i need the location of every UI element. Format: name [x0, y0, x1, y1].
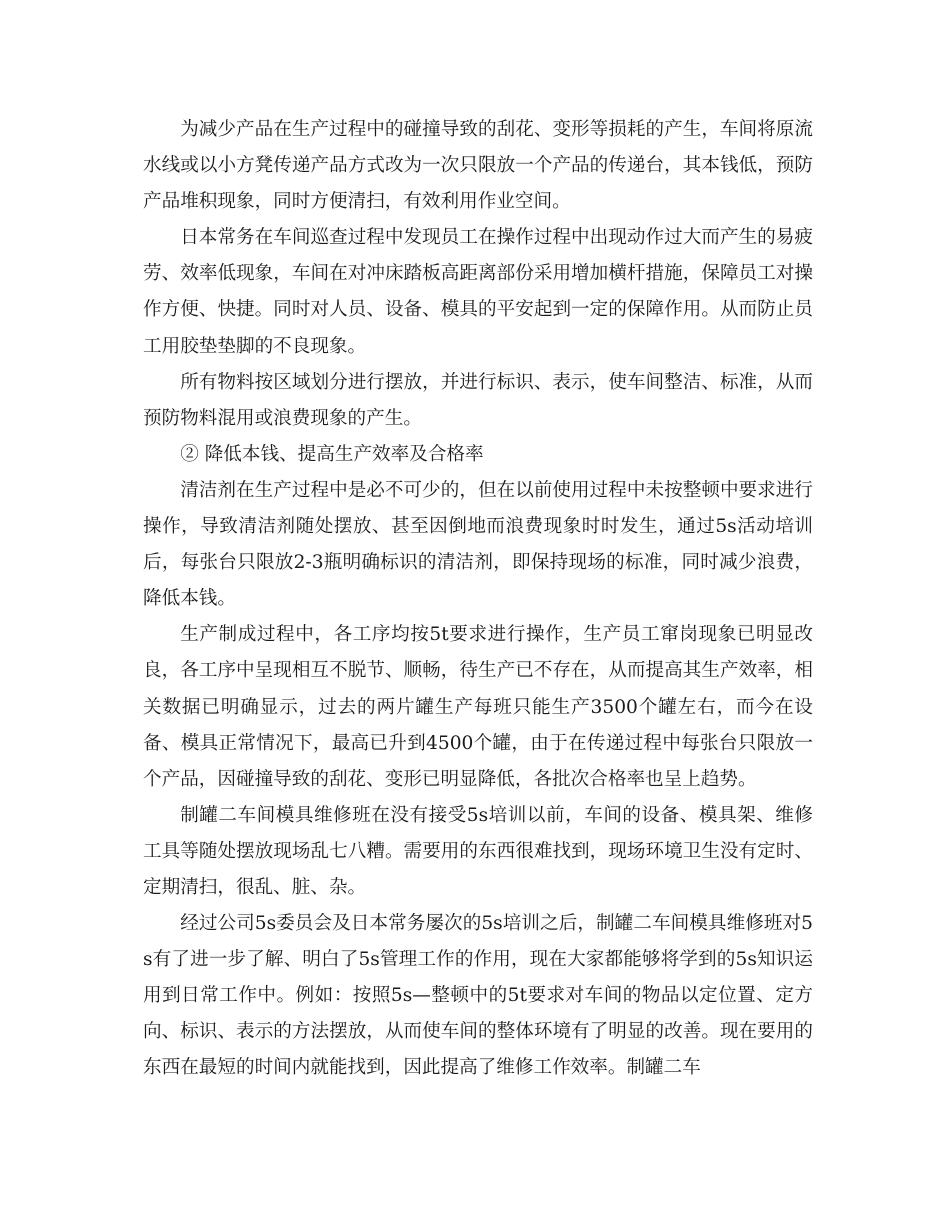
paragraph-5: 生产制成过程中，各工序均按5t要求进行操作，生产员工窜岗现象已明显改良，各工序中呈现相互不脱节、顺畅，待生产已不存在，从而提高其生产效率，相关数据已明确显示，过去的两片罐生产每班只能生产3500个罐左右，而今在设备、模具正常情况下，最高已升到4500个罐，由于在传递过程中每张台只限放一个产品，因碰撞导致的刮花、变形已明显降低，各批次合格率也呈上趋势。 — [143, 624, 813, 790]
paragraph-7: 经过公司5s委员会及日本常务屡次的5s培训之后，制罐二车间模具维修班对5s有了进一步了解、明白了5s管理工作的作用，现在大家都能够将学到的5s知识运用到日常工作中。例如：按照5s—整顿中的5t要求对车间的物品以定位置、定方向、标识、表示的方法摆放，从而使车间的整体环境有了明显的改善。现在要用的东西在最短的时间内就能找到，因此提高了维修工作效率。制罐二车 — [143, 913, 813, 1079]
section-heading: ② 降低本钱、提高生产效率及合格率 — [180, 443, 484, 465]
paragraph-6: 制罐二车间模具维修班在没有接受5s培训以前，车间的设备、模具架、维修工具等随处摆放现场乱七八糟。需要用的东西很难找到，现场环境卫生没有定时、定期清扫，很乱、脏、杂。 — [143, 804, 813, 898]
paragraph-3: 所有物料按区域划分进行摆放，并进行标识、表示，使车间整洁、标准，从而预防物料混用或浪费现象的产生。 — [143, 371, 813, 429]
document-page — [143, 112, 813, 1087]
paragraph-1: 为减少产品在生产过程中的碰撞导致的刮花、变形等损耗的产生，车间将原流水线或以小方凳传递产品方式改为一次只限放一个产品的传递台，其本钱低，预防产品堆积现象，同时方便清扫，有效利用作业空间。 — [143, 119, 813, 213]
paragraph-2: 日本常务在车间巡查过程中发现员工在操作过程中出现动作过大而产生的易疲劳、效率低现象，车间在对冲床踏板高距离部份采用增加横杆措施，保障员工对操作方便、快捷。同时对人员、设备、模具的平安起到一定的保障作用。从而防止员工用胶垫垫脚的不良现象。 — [143, 227, 813, 357]
paragraph-4: 清洁剂在生产过程中是必不可少的，但在以前使用过程中未按整顿中要求进行操作，导致清洁剂随处摆放、甚至因倒地而浪费现象时时发生，通过5s活动培训后，每张台只限放2-3瓶明确标识的清洁剂，即保持现场的标准，同时减少浪费，降低本钱。 — [143, 479, 813, 610]
